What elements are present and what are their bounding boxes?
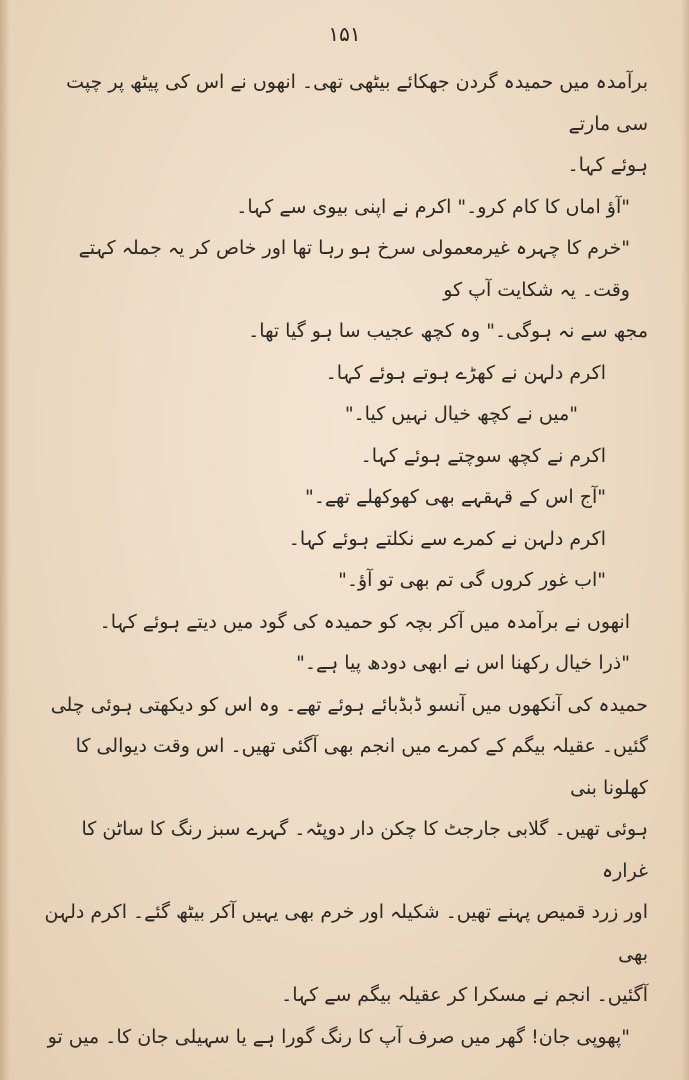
- page-number: ۱۵۱: [328, 22, 361, 46]
- text-line: "آج اس کے قہقہے بھی کھوکھلے تھے۔": [304, 486, 606, 508]
- page-body-text: [44, 62, 648, 1058]
- text-line: ہوئی تھیں۔ گلابی جارجٹ کا چکن دار دوپٹہ۔ گہرے سبز رنگ کا ساٹن کا غرارہ: [81, 818, 648, 882]
- text-line: "اب غور کروں گی تم بھی تو آؤ۔": [338, 569, 606, 591]
- text-line: برآمدہ میں حمیدہ گردن جھکائے بیٹھی تھی۔ انھوں نے اس کی پیٹھ پر چپت سی مارتے: [66, 71, 648, 135]
- text-line: گئیں۔ عقیلہ بیگم کے کمرے میں انجم بھی آگئی تھیں۔ اس وقت دیوالی کا کھلونا بنی: [75, 735, 648, 799]
- text-line: اور زرد قمیص پہنے تھیں۔ شکیلہ اور خرم بھی یہیں آکر بیٹھ گئے۔ اکرم دلہن بھی: [44, 901, 648, 965]
- text-line: حمیدہ کی آنکھوں میں آنسو ڈبڈبائے ہوئے تھے۔ وہ اس کو دیکھتی ہوئی چلی: [50, 693, 648, 716]
- text-line: ہوئے کہا۔: [567, 154, 648, 176]
- text-line: "پھوپی جان! گھر میں صرف آپ کا رنگ گورا ہے یا سہیلی جان کا۔ میں تو: [47, 1025, 630, 1048]
- text-line: اکرم دلہن نے کمرے سے نکلتے ہوئے کہا۔: [288, 527, 606, 550]
- text-line: اکرم نے کچھ سوچتے ہوئے کہا۔: [360, 444, 606, 467]
- text-line: آگئیں۔ انجم نے مسکرا کر عقیلہ بیگم سے کہا۔: [281, 984, 648, 1006]
- text-line: مجھ سے نہ ہوگی۔" وہ کچھ عجیب سا ہو گیا تھا۔: [248, 320, 648, 342]
- text-line: "ذرا خیال رکھنا اس نے ابھی دودھ پیا ہے۔": [296, 652, 630, 674]
- page-edge-shadow-right: [681, 0, 689, 1080]
- text-line: "خرم کا چہرہ غیرمعمولی سرخ ہو رہا تھا اور خاص کر یہ جملہ کہتے وقت۔ یہ شکایت آپ کو: [78, 237, 630, 301]
- text-line: "میں نے کچھ خیال نہیں کیا۔": [344, 403, 578, 425]
- text-line: اکرم دلہن نے کھڑے ہوتے ہوئے کہا۔: [325, 361, 606, 384]
- page-edge-shadow-left: [0, 0, 10, 1080]
- text-line: "آؤ اماں کا کام کرو۔" اکرم نے اپنی بیوی سے کہا۔: [236, 195, 630, 218]
- text-line: انھوں نے برآمدہ میں آکر بچہ کو حمیدہ کی گود میں دیتے ہوئے کہا۔: [99, 610, 630, 633]
